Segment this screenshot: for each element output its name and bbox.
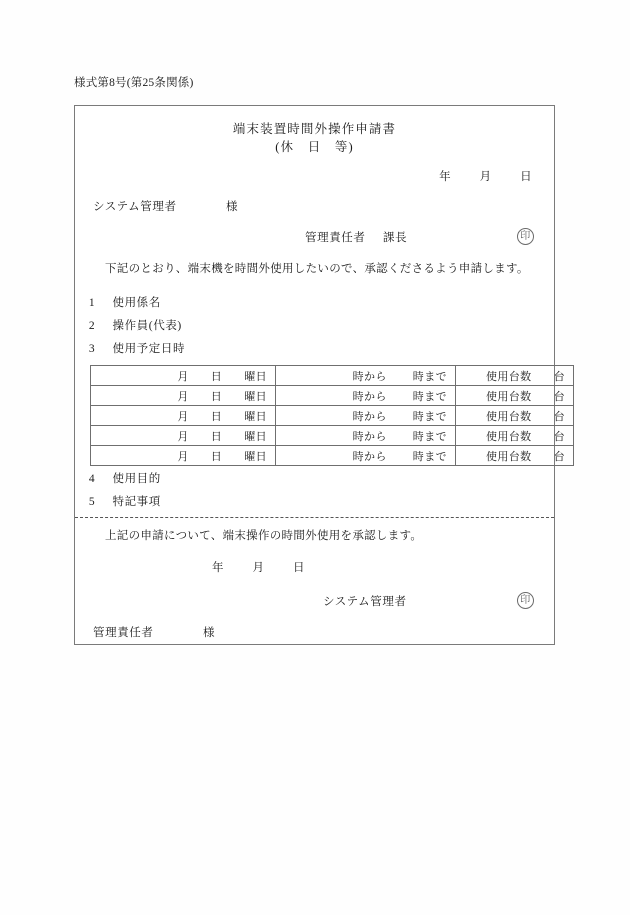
responsible-person-name: 管理責任者 (93, 627, 154, 639)
item-number: 1 (88, 297, 96, 309)
manager-name-group (305, 229, 407, 245)
cell-time-to: 時まで (412, 410, 447, 423)
item-number: 3 (88, 343, 96, 355)
cell-time-to: 時まで (412, 370, 447, 383)
seal-glyph: 印 (520, 595, 531, 606)
cell-day: 日 (210, 450, 223, 463)
cell-weekday: 曜日 (244, 370, 267, 383)
cell-day: 日 (210, 370, 223, 383)
seal-glyph: 印 (520, 231, 531, 242)
cell-units-suffix: 台 (553, 410, 565, 423)
manager-label: 管理責任者 (305, 231, 366, 244)
cell-date (91, 386, 276, 406)
cell-weekday: 曜日 (244, 450, 267, 463)
approval-date-day-label: 日 (292, 562, 305, 574)
title-block (75, 120, 554, 156)
manager-role: 課長 (382, 231, 408, 244)
cell-time-to: 時まで (412, 450, 447, 463)
cell-units (456, 366, 574, 386)
item-label: 使用係名 (112, 297, 161, 309)
cell-month: 月 (177, 370, 189, 383)
manager-signature-line (305, 228, 534, 245)
cell-date (91, 446, 276, 466)
item-label: 特記事項 (112, 496, 161, 508)
cell-time-from: 時から (352, 370, 387, 383)
cell-time (276, 366, 456, 386)
cell-month: 月 (177, 430, 189, 443)
document-title: 端末装置時間外操作申請書 (232, 122, 397, 136)
cell-units (456, 426, 574, 446)
cell-day: 日 (210, 410, 223, 423)
cell-time (276, 446, 456, 466)
approval-date-line (212, 559, 305, 575)
list-item (81, 292, 560, 315)
cell-units (456, 446, 574, 466)
responsible-person-line (93, 624, 215, 640)
schedule-table (90, 365, 574, 466)
administrator-signature-line (305, 592, 534, 609)
cell-units-suffix: 台 (553, 370, 565, 383)
list-item (81, 491, 560, 514)
cell-time (276, 386, 456, 406)
date-day-label: 日 (520, 171, 532, 183)
approval-date-year-label: 年 (212, 562, 224, 574)
item-number: 5 (88, 496, 96, 508)
list-item (81, 468, 560, 491)
item-number: 2 (88, 320, 96, 332)
cell-time (276, 406, 456, 426)
cell-day: 日 (210, 430, 223, 443)
cell-date (91, 406, 276, 426)
cell-date (91, 426, 276, 446)
cell-month: 月 (177, 450, 189, 463)
cell-units (456, 386, 574, 406)
intro-sentence: 下記のとおり、端末機を時間外使用したいので、承認くださるよう申請します。 (105, 263, 529, 275)
cell-units-suffix: 台 (553, 450, 565, 463)
cell-units-suffix: 台 (553, 430, 565, 443)
cell-date (91, 366, 276, 386)
addressee-honorific: 様 (226, 201, 239, 213)
cell-units-suffix: 台 (553, 390, 565, 403)
section-divider (75, 517, 554, 518)
numbered-items-lower (81, 468, 560, 514)
seal-stamp-icon (517, 592, 534, 609)
cell-units-label: 使用台数 (485, 430, 532, 443)
cell-month: 月 (177, 410, 189, 423)
cell-units-label: 使用台数 (485, 450, 532, 463)
approval-date-month-label: 月 (252, 562, 265, 574)
list-item (81, 315, 560, 338)
approval-sentence: 上記の申請について、端末操作の時間外使用を承認します。 (105, 530, 423, 542)
cell-time-from: 時から (352, 390, 387, 403)
item-number: 4 (88, 473, 96, 485)
date-year-label: 年 (439, 171, 452, 183)
cell-units-label: 使用台数 (485, 370, 532, 383)
table-row (91, 386, 574, 406)
document-subtitle: (休 日 等) (275, 140, 354, 155)
cell-time (276, 426, 456, 446)
responsible-person-honorific: 様 (202, 627, 216, 639)
seal-stamp-icon (517, 228, 534, 245)
addressee-line (93, 198, 238, 214)
cell-time-from: 時から (352, 410, 387, 423)
form-number: 様式第8号(第25条関係) (74, 77, 194, 89)
item-label: 使用予定日時 (112, 343, 186, 355)
application-date-line (439, 168, 532, 184)
cell-month: 月 (177, 390, 189, 403)
cell-time-from: 時から (352, 430, 387, 443)
cell-day: 日 (210, 390, 223, 403)
cell-time-to: 時まで (412, 430, 447, 443)
table-row (91, 426, 574, 446)
table-row (91, 366, 574, 386)
numbered-items-upper (81, 292, 560, 361)
cell-time-from: 時から (352, 450, 387, 463)
cell-weekday: 曜日 (244, 390, 267, 403)
document-border-box (74, 105, 565, 645)
cell-units (456, 406, 574, 426)
administrator-name: システム管理者 (323, 595, 407, 608)
list-item (81, 338, 560, 361)
item-label: 使用目的 (112, 473, 161, 485)
cell-units-label: 使用台数 (485, 390, 532, 403)
addressee-name: システム管理者 (93, 201, 177, 213)
cell-units-label: 使用台数 (485, 410, 532, 423)
table-row (91, 406, 574, 426)
cell-weekday: 曜日 (244, 410, 267, 423)
cell-time-to: 時まで (412, 390, 447, 403)
table-row (91, 446, 574, 466)
item-label: 操作員(代表) (112, 320, 182, 332)
date-month-label: 月 (479, 171, 492, 183)
cell-weekday: 曜日 (244, 430, 267, 443)
